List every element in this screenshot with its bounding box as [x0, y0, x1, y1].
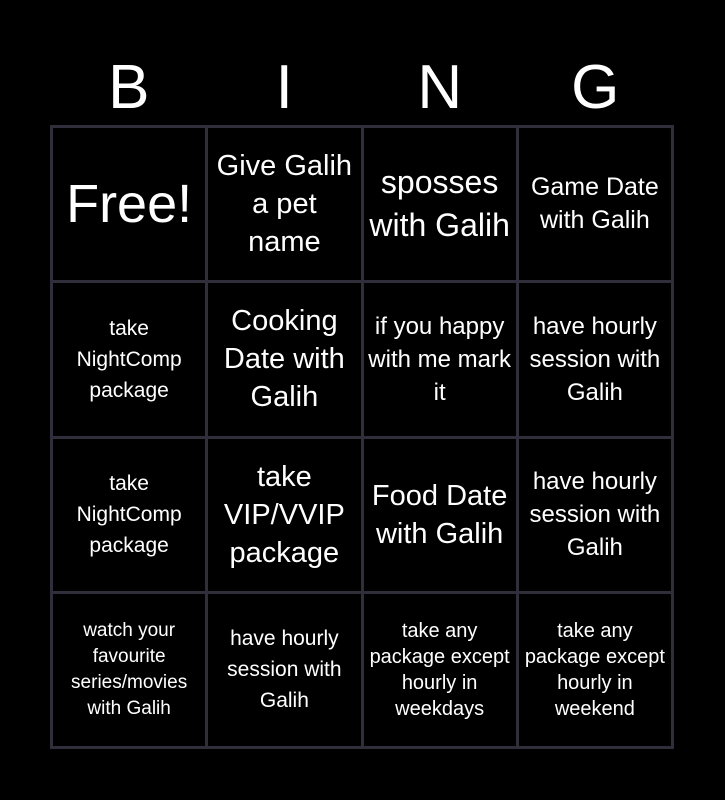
cell-text: Game Date with Galih: [530, 173, 659, 235]
bingo-header: [51, 52, 673, 124]
bingo-cell[interactable]: [53, 594, 205, 746]
bingo-cell[interactable]: [519, 128, 671, 280]
cell-text: take any package except hourly in weekdays: [369, 619, 510, 720]
header-letter-i: I: [275, 53, 293, 122]
cell-text: Give Galih a pet name: [216, 150, 353, 259]
bingo-cell[interactable]: [364, 439, 516, 591]
bingo-cell[interactable]: [519, 594, 671, 746]
bingo-cell[interactable]: [364, 283, 516, 435]
bingo-cell[interactable]: [208, 439, 360, 591]
bingo-cell[interactable]: [364, 128, 516, 280]
cell-text: watch your favourite series/movies with Galih: [71, 619, 188, 719]
header-letter-b: B: [108, 53, 150, 122]
cell-text: sposses with Galih: [369, 164, 510, 244]
cell-text: Cooking Date with Galih: [223, 305, 345, 414]
cell-text: take VIP/VVIP package: [223, 460, 345, 569]
cell-text: take NightComp package: [76, 316, 182, 402]
cell-text: take any package except hourly in weekend: [524, 619, 665, 720]
cell-text: Free!: [66, 174, 193, 235]
cell-text: have hourly session with Galih: [227, 627, 342, 713]
bingo-cell[interactable]: [53, 439, 205, 591]
bingo-cell[interactable]: [519, 283, 671, 435]
cell-text: have hourly session with Galih: [529, 312, 661, 406]
cell-text: if you happy with me mark it: [368, 312, 511, 406]
header-letter-g: G: [571, 53, 620, 122]
bingo-cell-free[interactable]: [53, 128, 205, 280]
bingo-cell[interactable]: [208, 594, 360, 746]
cell-text: have hourly session with Galih: [529, 468, 661, 562]
bingo-board: [50, 125, 674, 749]
bingo-cell[interactable]: [364, 594, 516, 746]
bingo-cell[interactable]: [519, 439, 671, 591]
cell-text: Food Date with Galih: [371, 479, 508, 550]
bingo-cell[interactable]: [53, 283, 205, 435]
bingo-cell[interactable]: [208, 283, 360, 435]
cell-text: take NightComp package: [76, 472, 182, 558]
bingo-cell[interactable]: [208, 128, 360, 280]
header-letter-n: N: [417, 53, 463, 122]
